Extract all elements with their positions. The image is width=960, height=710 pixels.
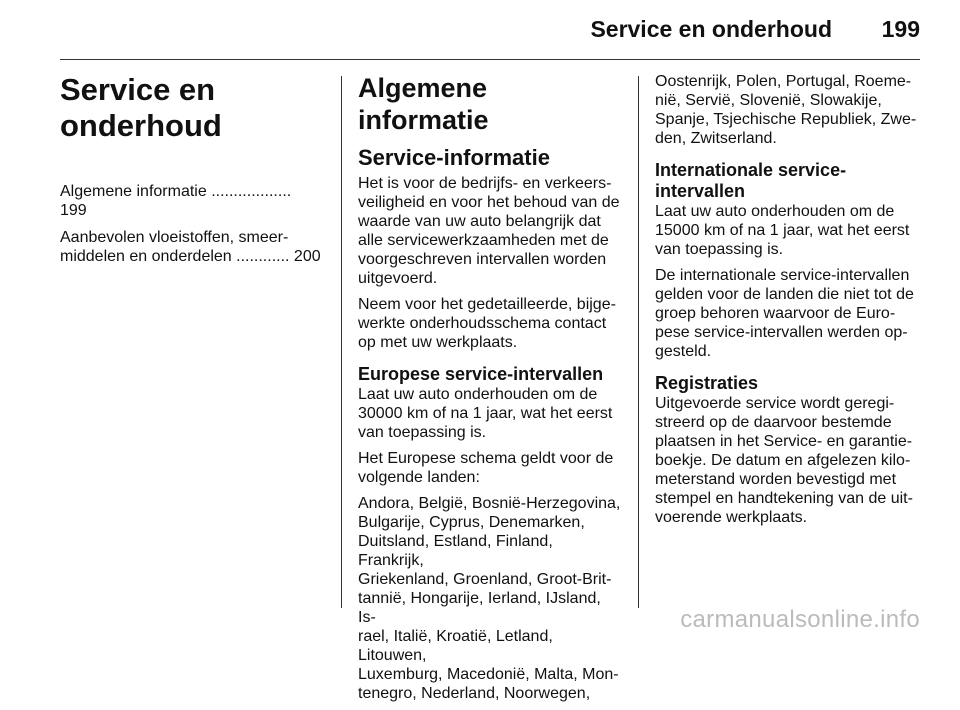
toc-line: Algemene informatie .................. 199 <box>60 183 292 219</box>
toc-entry-aanbevolen[interactable] <box>60 228 322 266</box>
watermark: carmanualsonline.info <box>680 606 920 633</box>
heading-internationale: Internationale service- intervallen <box>655 160 847 201</box>
paragraph: Laat uw auto onderhouden om de 15000 km of na 1 jaar, wat het eerst van toepassing is. <box>655 203 910 258</box>
column-2 <box>358 72 622 710</box>
paragraph: Het Europese schema geldt voor de volgende landen: <box>358 450 614 486</box>
paragraph: Andora, België, Bosnië-Herzegovina, Bulgarije, Cyprus, Denemarken, Duitsland, Estland, Finland, Frankrijk, Griekenland, Groenland, Groot-Brit- tannië, Hongarije, Ierland, IJsland, Is- rael, Italië, Kroatië, Letland, Litouwen, Luxemburg, Macedonië, Malta, Mon- tenegro, Nederland, Noorwegen, <box>358 495 621 702</box>
toc-line: Aanbevolen vloeistoffen, smeer- <box>60 229 289 246</box>
column-divider-2 <box>638 76 639 608</box>
chapter-title: Service en onderhoud <box>60 72 222 143</box>
paragraph: Uitgevoerde service wordt geregi- streerd op de daarvoor bestemde plaatsen in het Service- en garantie- boekje. De datum en afgelezen kilo- meterstand worden bevestigd met stempel en handtekening van de uit- voerende werkplaats. <box>655 395 913 526</box>
column-toc <box>60 72 322 266</box>
heading-europese: Europese service-intervallen <box>358 364 604 384</box>
toc-line: middelen en onderdelen ............ 200 <box>60 248 321 265</box>
section-title: Algemene informatie <box>358 73 489 135</box>
paragraph: Laat uw auto onderhouden om de 30000 km of na 1 jaar, wat het eerst van toepassing is. <box>358 386 613 441</box>
column-3 <box>655 72 921 534</box>
paragraph: Oostenrijk, Polen, Portugal, Roeme- nië, Servië, Slovenië, Slowakije, Spanje, Tsjechische Republiek, Zwe- den, Zwitserland. <box>655 73 917 147</box>
heading-registraties: Registraties <box>655 373 759 393</box>
header-title: Service en onderhoud <box>590 16 832 42</box>
subsection-title: Service-informatie <box>358 145 550 170</box>
toc-entry-algemene[interactable] <box>60 182 322 220</box>
page-number: 199 <box>881 16 920 42</box>
paragraph: De internationale service-intervallen gelden voor de landen die niet tot de groep behoren waarvoor de Euro- pese service-intervallen werden op- gesteld. <box>655 267 914 360</box>
paragraph: Neem voor het gedetailleerde, bijge- werkte onderhoudsschema contact op met uw werkplaats. <box>358 296 616 351</box>
header-rule <box>60 59 920 60</box>
paragraph: Het is voor de bedrijfs- en verkeers- veiligheid en voor het behoud van de waarde van uw auto belangrijk dat alle servicewerkzaamheden met de voorgeschreven intervallen worden uitgevoerd. <box>358 175 620 287</box>
column-divider-1 <box>341 76 342 608</box>
